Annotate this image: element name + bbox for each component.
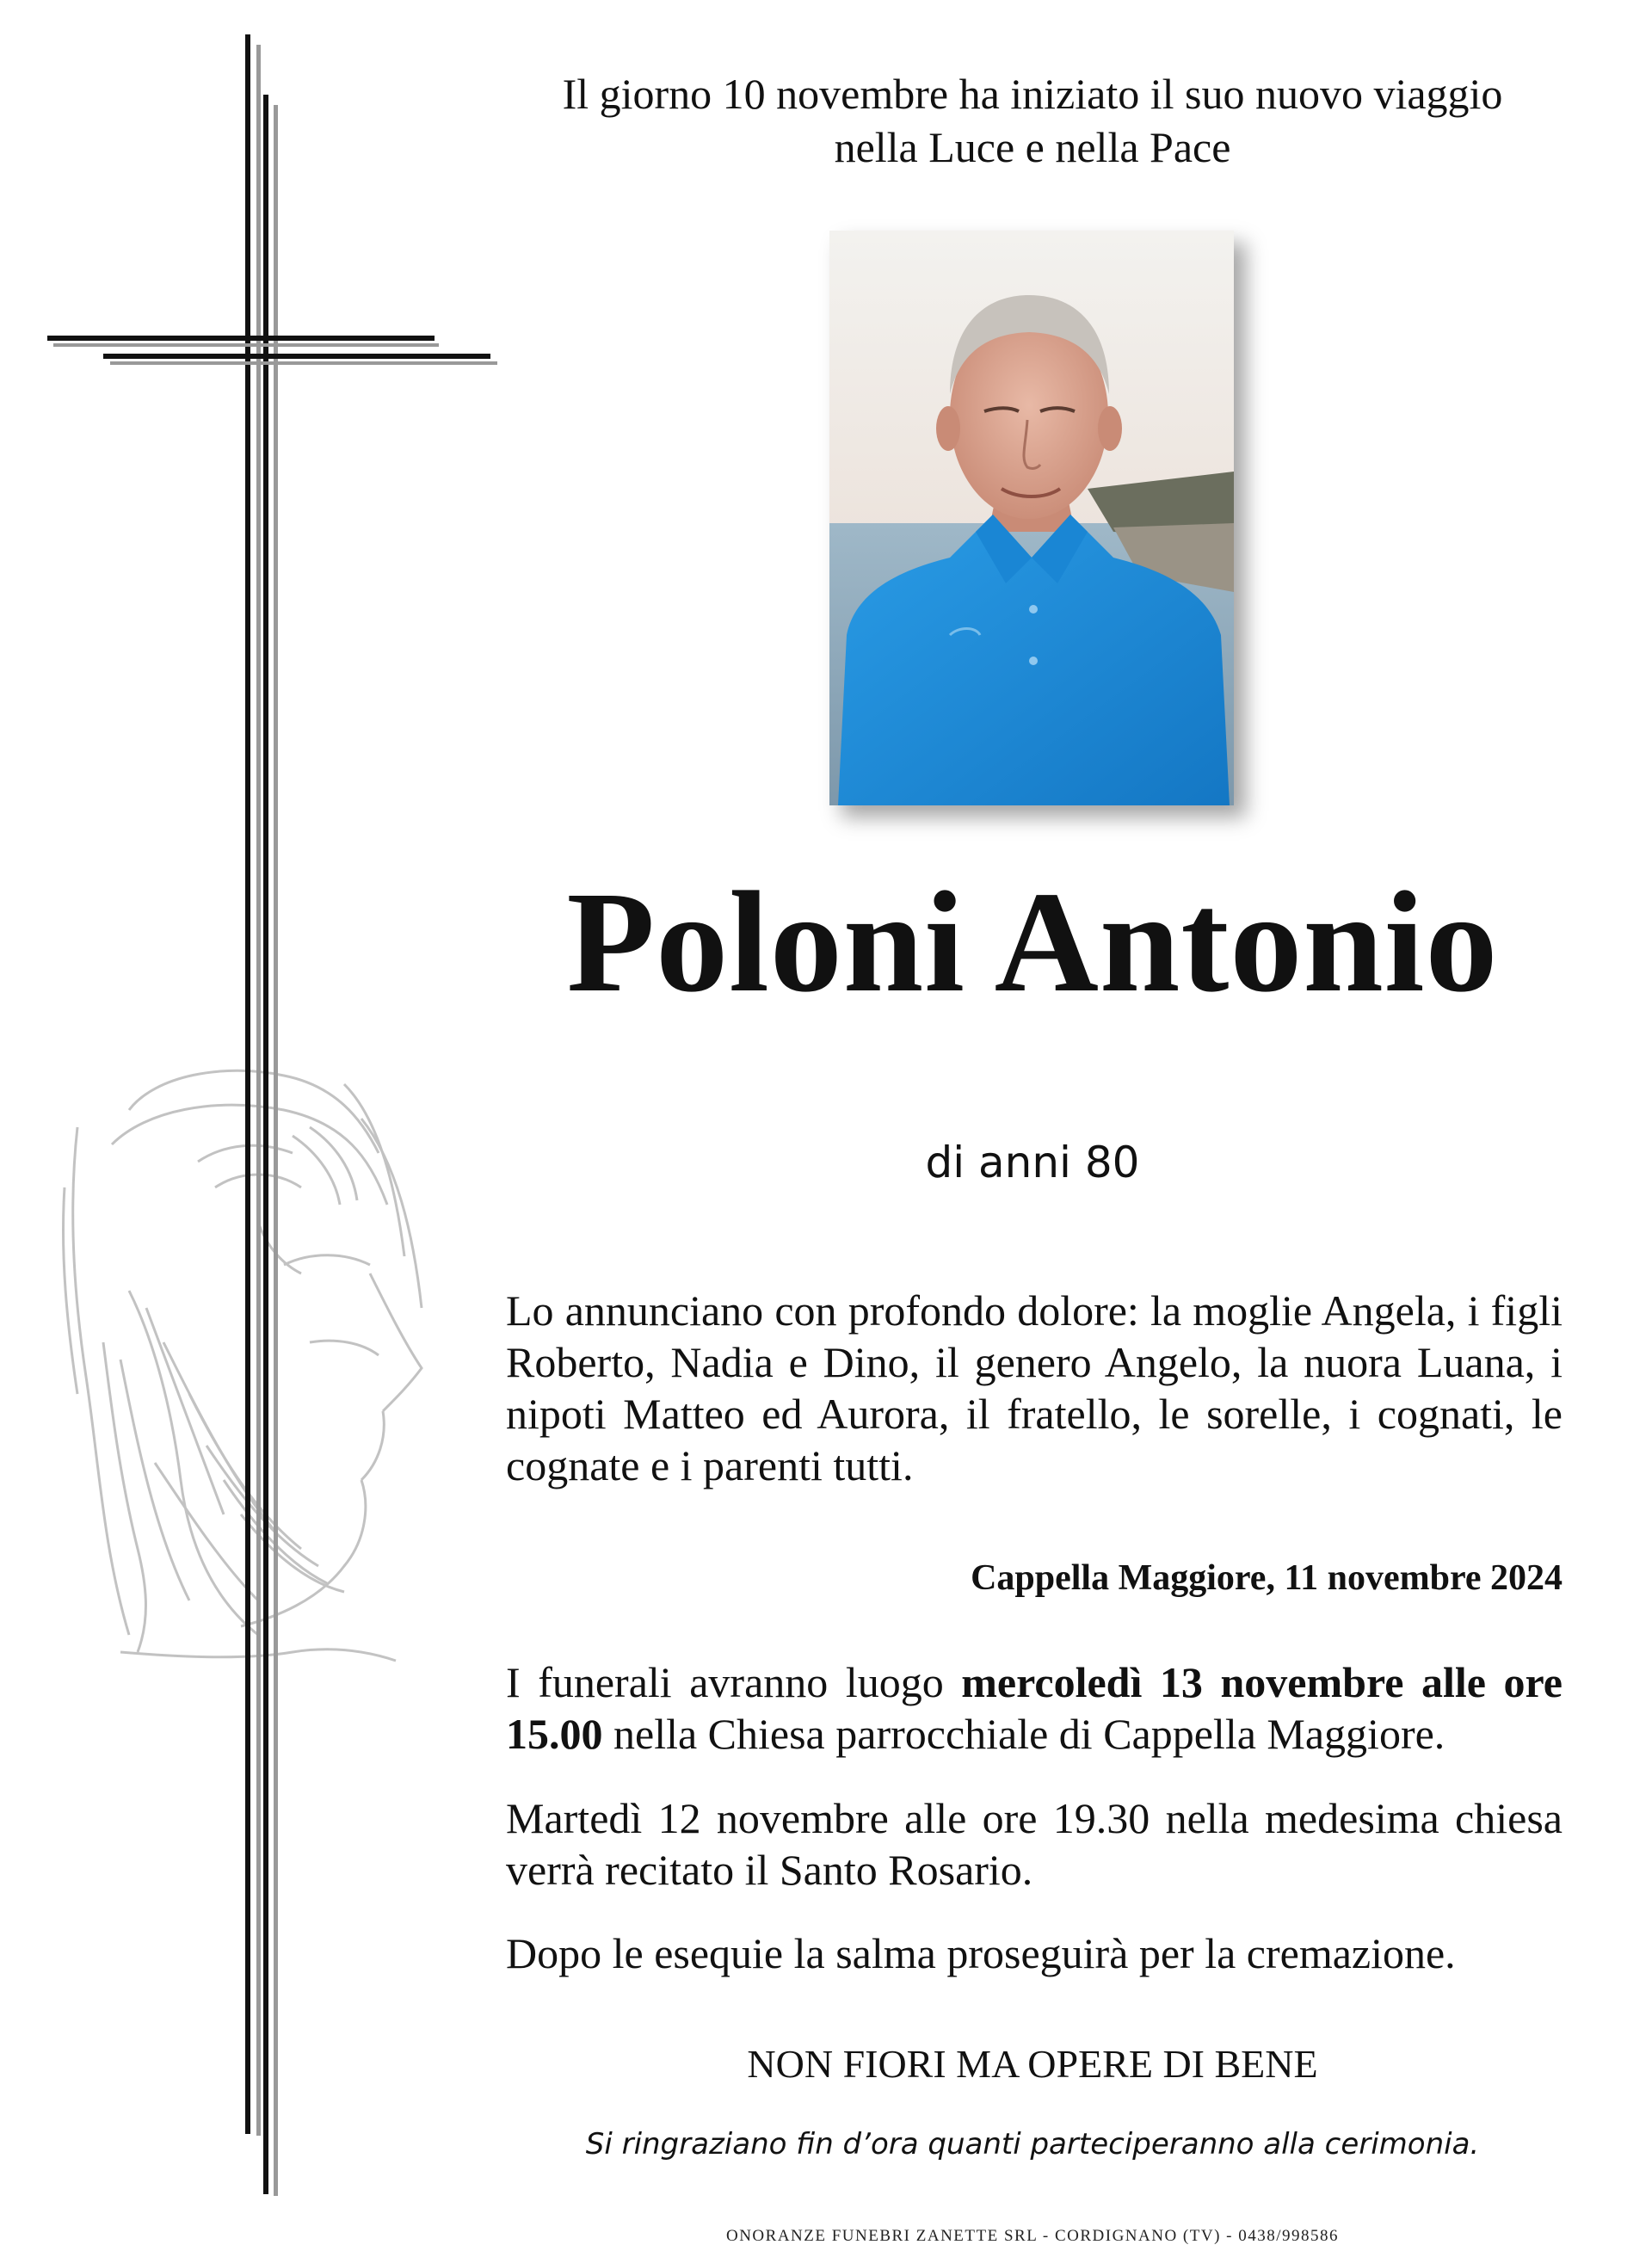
funeral-text [506, 1656, 1563, 1760]
double-line-cross-icon [47, 34, 497, 2196]
opening-line-2: nella Luce e nella Pace [834, 123, 1231, 171]
thanks-line: Si ringraziano fin d’ora quanti parteciperanno alla cerimonia. [585, 2127, 1480, 2161]
rosary-text: Martedì 12 novembre alle ore 19.30 nella medesima chiesa verrà recitato il Santo Rosario. [506, 1794, 1563, 1894]
age-line: di anni 80 [925, 1138, 1140, 1187]
cremation-text: Dopo le esequie la salma proseguirà per la cremazione. [506, 1929, 1456, 1977]
opening-text [482, 67, 1583, 174]
funeral-when: mercoledì 13 novembre alle ore 15.00 [506, 1658, 1563, 1758]
opening-line-1: Il giorno 10 novembre ha iniziato il suo nuovo viaggio [562, 70, 1503, 118]
deceased-name: Poloni Antonio [566, 862, 1499, 1022]
christ-face-sketch [63, 1070, 422, 1661]
cremation-block [506, 1927, 1563, 1979]
funeral-where: nella Chiesa parrocchiale di Cappella Maggiore. [602, 1710, 1446, 1758]
funeral-intro: I funerali avranno luogo [506, 1658, 962, 1706]
funeral-home-footer: ONORANZE FUNEBRI ZANETTE SRL - CORDIGNANO (TV) - 0438/998586 [725, 2227, 1340, 2245]
portrait-photo [829, 231, 1234, 805]
place-date: Cappella Maggiore, 11 novembre 2024 [971, 1558, 1563, 1598]
announcement-text: Lo annunciano con profondo dolore: la moglie Angela, i figli Roberto, Nadia e Dino, il genero Angelo, la nuora Luana, i nipoti Matteo ed Aurora, il fratello, le sorelle, i cognati, le cognate e i parenti tutti. [506, 1286, 1563, 1489]
announcement-block [506, 1285, 1563, 1491]
rosary-block [506, 1792, 1563, 1896]
funeral-block [506, 1656, 1563, 1760]
no-flowers-notice: NON FIORI MA OPERE DI BENE [747, 2042, 1318, 2086]
